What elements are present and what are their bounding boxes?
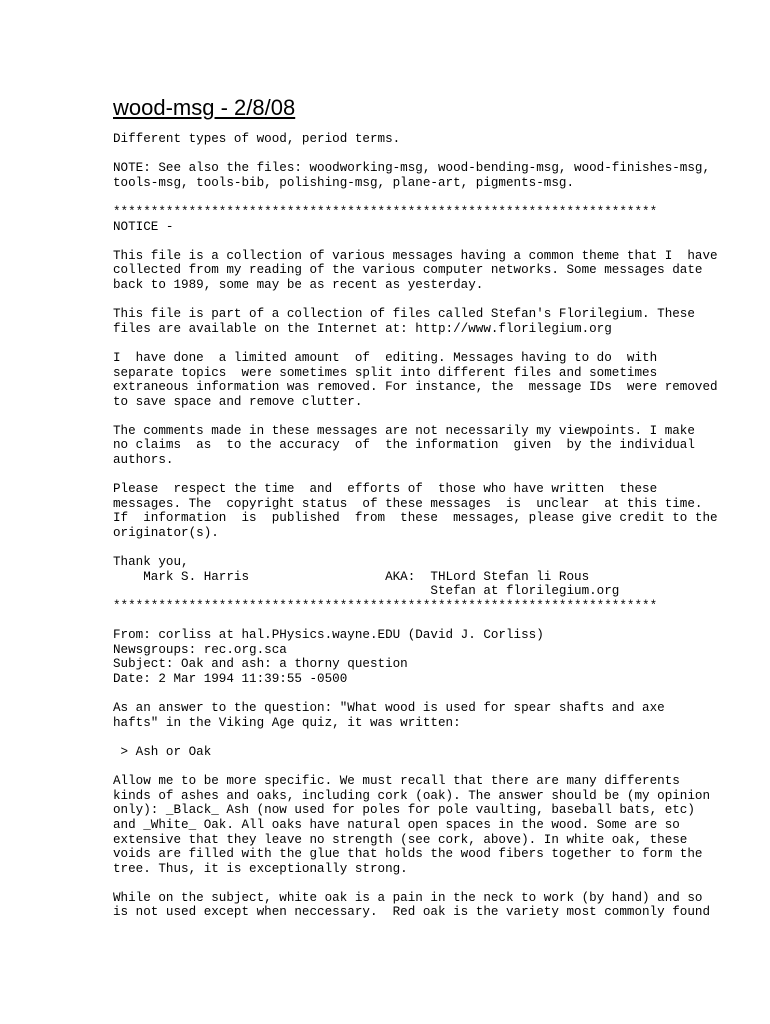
- document-body: Different types of wood, period terms. NOTE: See also the files: woodworking-msg, wood-bending-msg, wood-finishes-msg, tools-msg, tools-bib, polishing-msg, plane-art, pigments-msg. ************************************************************************ NOTICE - This file is a collection of various messages having a common theme that I have collected from my reading of the various computer networks. Some messages date back to 1989, some may be as recent as yesterday. This file is part of a collection of files called Stefan's Florilegium. These files are available on the Internet at: http://www.florilegium.org I have done a limited amount of editing. Messages having to do with separate topics were sometimes split into different files and sometimes extraneous information was removed. For instance, the message IDs were removed to save space and remove clutter. The comments made in these messages are not necessarily my viewpoints. I make no claims as to the accuracy of the information given by the individual authors. Please respect the time and efforts of those who have written these messages. The copyright status of these messages is unclear at this time. If information is published from these messages, please give credit to the originator(s). Thank you, Mark S. Harris AKA: THLord Stefan li Rous Stefan at florilegium.org ************************************************************************ From: corliss at hal.PHysics.wayne.EDU (David J. Corliss) Newsgroups: rec.org.sca Subject: Oak and ash: a thorny question Date: 2 Mar 1994 11:39:55 -0500 As an answer to the question: "What wood is used for spear shafts and axe hafts" in the Viking Age quiz, it was written: > Ash or Oak Allow me to be more specific. We must recall that there are many differents kinds of ashes and oaks, including cork (oak). The answer should be (my opinion only): _Black_ Ash (now used for poles for pole vaulting, baseball bats, etc) and _White_ Oak. All oaks have natural open spaces in the wood. Some are so extensive that they leave no strength (see cork, above). In white oak, these voids are filled with the glue that holds the wood fibers together to form the tree. Thus, it is exceptionally strong. While on the subject, white oak is a pain in the neck to work (by hand) and so is not used except when neccessary. Red oak is the variety most commonly found: [113, 132, 718, 920]
- document-title: wood-msg - 2/8/08: [113, 95, 296, 120]
- document-page: [113, 94, 753, 920]
